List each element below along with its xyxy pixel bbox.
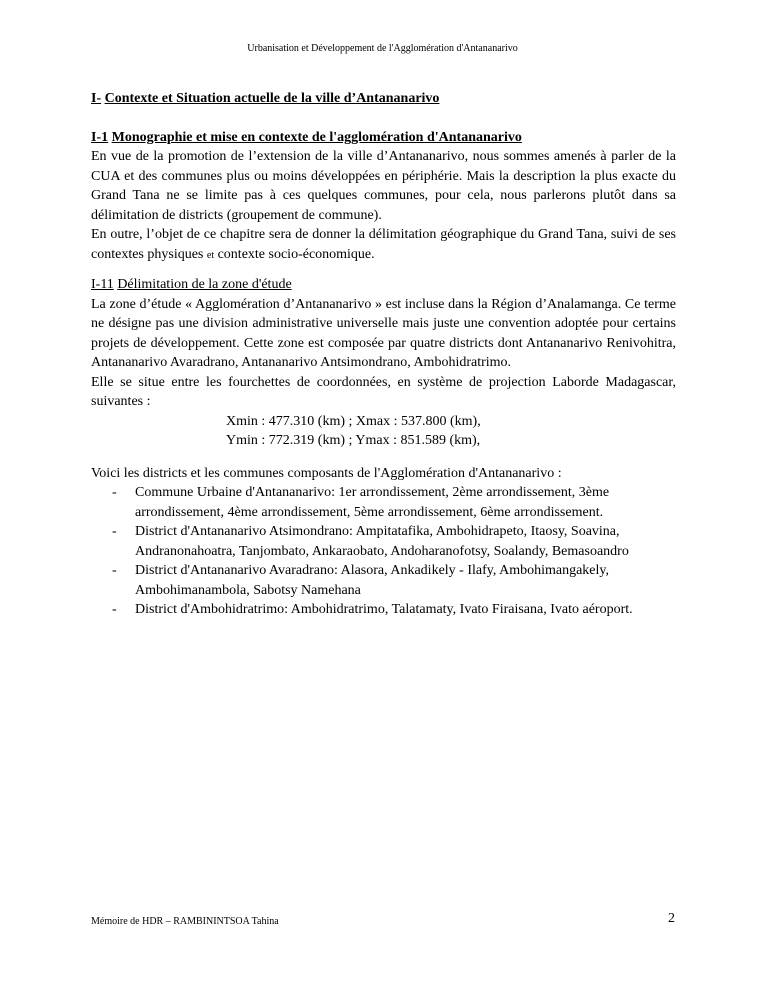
section-number: I- xyxy=(91,91,102,106)
list-item: - District d'Antananarivo Atsimondrano: Ampitatafika, Ambohidrapeto, Itaosy, Soavina, Andranonahoatra, Tanjombato, Ankaraobato, Andoharanofotsy, Soalandy, Bemasoandro xyxy=(91,522,676,561)
paragraph xyxy=(91,225,676,265)
list-item: - District d'Antananarivo Avaradrano: Alasora, Ankadikely - Ilafy, Ambohimangakely, Ambohimanambola, Sabotsy Namehana xyxy=(91,561,676,600)
paragraph-text: contexte socio-économique. xyxy=(217,246,375,262)
paragraph-small-text: et xyxy=(206,249,215,261)
coordinate-x: Xmin : 477.310 (km) ; Xmax : 537.800 (km), xyxy=(226,413,481,429)
subsection-title: Monographie et mise en contexte de l'agglomération d'Antananarivo xyxy=(111,129,522,145)
page-number: 2 xyxy=(668,911,675,926)
page-content xyxy=(91,89,676,620)
paragraph-text: En outre, l’objet de ce chapitre sera de donner la délimitation géographique du Grand Tana, suivi de ses contextes physiques xyxy=(91,227,676,262)
list-intro: Voici les districts et les communes composants de l'Agglomération d'Antananarivo : xyxy=(91,465,562,481)
subsection-title: Délimitation de la zone d'étude xyxy=(117,277,292,292)
paragraph: En vue de la promotion de l’extension de la ville d’Antananarivo, nous sommes amenés à parler de la CUA et des communes plus ou moins développées en périphérie. Mais la description la plus exacte du Grand Tana ne se limite pas à ces quelques communes, pour cela, nous parlerons plutôt dans sa délimitation de districts (groupement de commune). xyxy=(91,149,676,223)
section-title: Contexte et Situation actuelle de la ville d’Antananarivo xyxy=(104,91,440,106)
paragraph: La zone d’étude « Agglomération d’Antananarivo » est incluse dans la Région d’Analamanga. Ce terme ne désigne pas une division administrative universelle mais juste une convention adoptée pour certains projets de développement. Cette zone est composée par quatre districts dont Antananarivo Renivohitra, Antananarivo Avaradrano, Antananarivo Antsimondrano, Ambohidratrimo. xyxy=(91,296,676,370)
subsection-heading-1-11 xyxy=(91,275,676,295)
subsection-number: I-11 xyxy=(91,277,114,292)
list-item: - District d'Ambohidratrimo: Ambohidratrimo, Talatamaty, Ivato Firaisana, Ivato aéroport. xyxy=(91,600,676,620)
running-header: Urbanisation et Développement de l'Agglomération d'Antananarivo xyxy=(247,43,518,54)
coordinate-y: Ymin : 772.319 (km) ; Ymax : 851.589 (km), xyxy=(226,433,481,448)
paragraph: Elle se situe entre les fourchettes de coordonnées, en système de projection Laborde Madagascar, suivantes : xyxy=(91,374,676,409)
section-heading-1 xyxy=(91,89,676,109)
subsection-heading-1-1 xyxy=(91,128,676,148)
list-item: - Commune Urbaine d'Antananarivo: 1er arrondissement, 2ème arrondissement, 3ème arrondissement, 4ème arrondissement, 5ème arrondissement, 6ème arrondissement. xyxy=(91,483,676,522)
footer-author: Mémoire de HDR – RAMBININTSOA Tahina xyxy=(91,916,279,927)
subsection-number: I-1 xyxy=(91,129,109,145)
district-list xyxy=(91,483,676,620)
